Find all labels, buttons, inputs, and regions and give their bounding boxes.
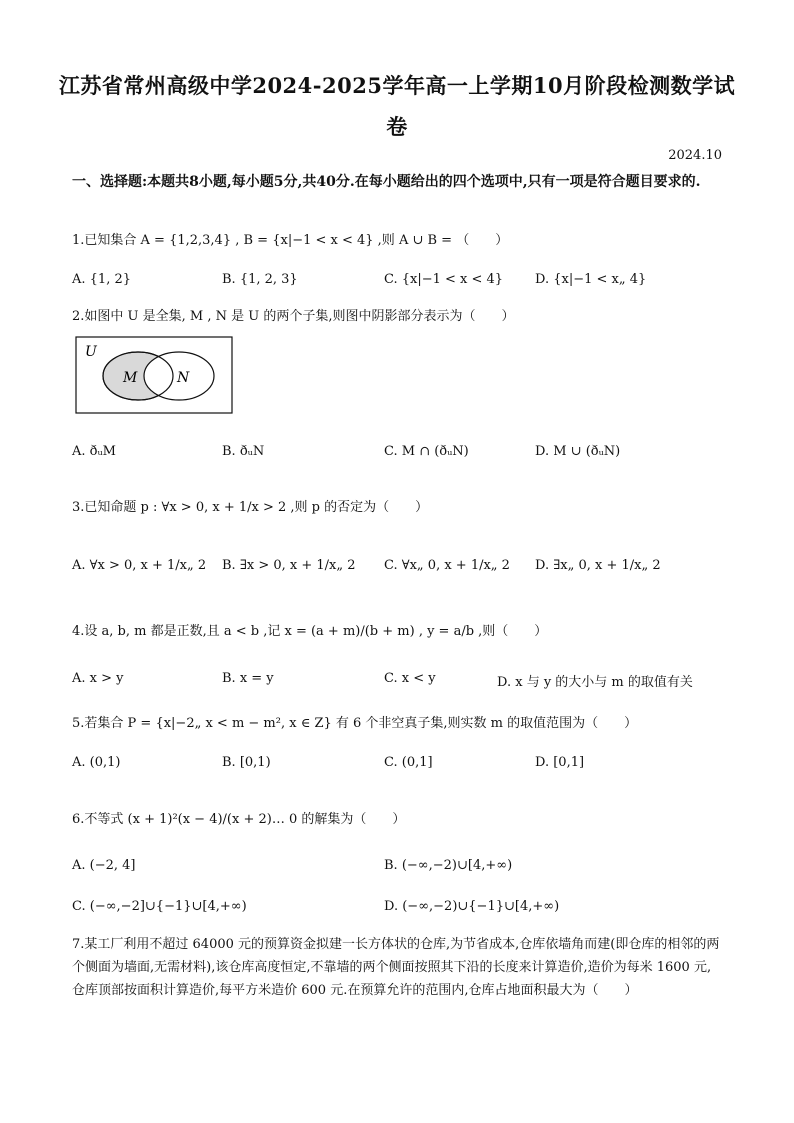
q1-option-b: B. {1, 2, 3} xyxy=(222,272,298,287)
q1-option-c: C. {x|−1 < x < 4} xyxy=(384,272,504,287)
section-heading: 一、选择题:本题共8小题,每小题5分,共40分.在每小题给出的四个选项中,只有一项是符合题目要求的. xyxy=(72,174,701,190)
q5-option-a: A. (0,1) xyxy=(72,755,121,770)
paper-title-line1: 江苏省常州高级中学2024-2025学年高一上学期10月阶段检测数学试 xyxy=(58,73,736,98)
venn-label-n: N xyxy=(177,370,190,386)
q1-option-a: A. {1, 2} xyxy=(72,272,132,287)
question-4-stem: 4.设 a, b, m 都是正数,且 a < b ,记 x = (a + m)/(b + m) , y = a/b ,则（ ） xyxy=(72,624,548,639)
q2-option-c: C. M ∩ (ðᵤN) xyxy=(384,444,469,459)
q6-option-b: B. (−∞,−2)∪[4,+∞) xyxy=(384,858,513,873)
q2-option-a: A. ðᵤM xyxy=(72,444,116,459)
q3-option-a: A. ∀x > 0, x + 1/x„ 2 xyxy=(72,558,207,573)
venn-universe-label: U xyxy=(85,344,97,360)
q4-option-b: B. x = y xyxy=(222,671,274,686)
q3-option-d: D. ∃x„ 0, x + 1/x„ 2 xyxy=(535,558,661,573)
q5-option-d: D. [0,1] xyxy=(535,755,585,770)
question-7-stem: 7.某工厂利用不超过 64000 元的预算资金拟建一长方体状的仓库,为节省成本,仓库依墙角而建(即仓库的相邻的两个侧面为墙面,无需材料),该仓库高度恒定,不靠墙的两个侧面按照其下沿的长度来计算造价,造价为每米 1600 元,仓库顶部按面积计算造价,每平方米造价 600 元.在预算允许的范围内,仓库占地面积最大为（ ） xyxy=(72,937,720,998)
q2-option-b: B. ðᵤN xyxy=(222,444,265,459)
q4-option-c: C. x < y xyxy=(384,671,436,686)
paper-title-line2: 卷 xyxy=(386,114,408,139)
venn-diagram xyxy=(75,336,235,416)
q2-option-d: D. M ∪ (ðᵤN) xyxy=(535,444,621,459)
question-3-stem: 3.已知命题 p : ∀x > 0, x + 1/x > 2 ,则 p 的否定为（ ） xyxy=(72,500,429,515)
question-5-stem: 5.若集合 P = {x|−2„ x < m − m², x ∈ Z} 有 6 个非空真子集,则实数 m 的取值范围为（ ） xyxy=(72,716,638,731)
question-1-stem: 1.已知集合 A = {1,2,3,4} , B = {x|−1 < x < 4} ,则 A ∪ B = （ ） xyxy=(72,233,509,248)
q4-option-a: A. x > y xyxy=(72,671,124,686)
q6-option-a: A. (−2, 4] xyxy=(72,858,136,873)
q3-option-b: B. ∃x > 0, x + 1/x„ 2 xyxy=(222,558,356,573)
q5-option-c: C. (0,1] xyxy=(384,755,433,770)
question-6-stem: 6.不等式 (x + 1)²(x − 4)/(x + 2)… 0 的解集为（ ） xyxy=(72,812,406,827)
q6-option-d: D. (−∞,−2)∪{−1}∪[4,+∞) xyxy=(384,899,560,914)
exam-date: 2024.10 xyxy=(668,148,722,163)
q4-option-d: D. x 与 y 的大小与 m 的取值有关 xyxy=(497,675,693,690)
venn-label-m: M xyxy=(123,370,138,386)
q1-option-d: D. {x|−1 < x„ 4} xyxy=(535,272,647,287)
q6-option-c: C. (−∞,−2]∪{−1}∪[4,+∞) xyxy=(72,899,247,914)
q3-option-c: C. ∀x„ 0, x + 1/x„ 2 xyxy=(384,558,510,573)
question-2-stem: 2.如图中 U 是全集, M , N 是 U 的两个子集,则图中阴影部分表示为（ ） xyxy=(72,309,515,324)
q5-option-b: B. [0,1) xyxy=(222,755,271,770)
